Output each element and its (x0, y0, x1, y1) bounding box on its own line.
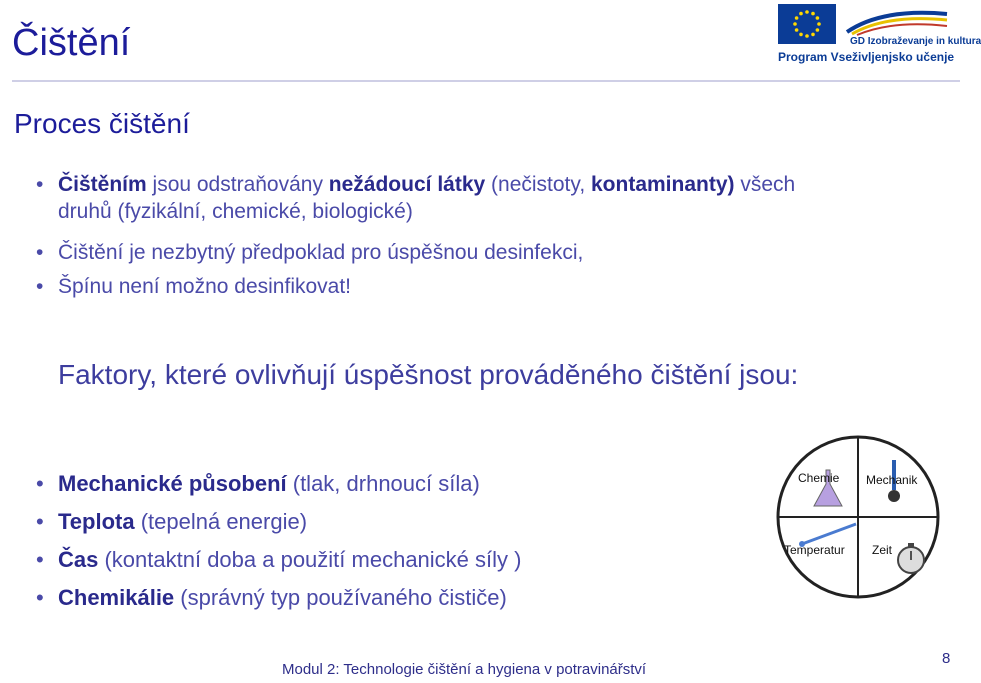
bold-text: nežádoucí látky (328, 173, 486, 196)
chemie-label: Chemie (798, 471, 840, 485)
list-item (20, 508, 760, 535)
text: (kontaktní doba a použití mechanické síly ) (98, 547, 522, 572)
list-item: • Špínu není možno desinfikovat! (20, 273, 820, 300)
cleaning-process-list (20, 171, 820, 314)
list-item (20, 584, 760, 611)
bold-text: kontaminanty) (591, 173, 735, 196)
text: (nečistoty, (485, 173, 591, 196)
text: jsou odstraňovány (146, 173, 329, 196)
zeit-label: Zeit (872, 543, 893, 557)
title-divider (12, 80, 960, 82)
section-subtitle: Proces čištění (14, 108, 190, 139)
text: (tepelná energie) (134, 509, 308, 534)
slide-title: Čištění (12, 22, 131, 64)
page-number: 8 (942, 650, 951, 667)
swoosh-icon (842, 8, 952, 36)
factors-list (20, 470, 760, 622)
bold-text: Teplota (58, 509, 135, 534)
bold-text: Mechanické působení (58, 471, 287, 496)
logo-program-text: Program Vseživljenjsko učenje (778, 50, 955, 64)
list-item: • Čištění je nezbytný předpoklad pro úspěšnou desinfekci, (20, 239, 820, 266)
factors-heading: Faktory, které ovlivňují úspěšnost prováděného čištění jsou: (58, 359, 799, 390)
bold-text: Čištěním (58, 173, 147, 196)
logo-org-text: GD Izobraževanje in kultura (850, 36, 981, 47)
bold-text: Čas (58, 547, 99, 572)
list-item (20, 470, 760, 497)
bold-text: Chemikálie (58, 585, 175, 610)
eu-flag-icon (778, 4, 836, 44)
list-item (20, 171, 820, 225)
text: všech druhů (fyzikální, chemické, biologické) (58, 173, 796, 223)
list-item (20, 546, 760, 573)
sinner-circle-diagram (770, 432, 950, 602)
text: (tlak, drhnoucí síla) (286, 471, 480, 496)
eu-program-logo (778, 4, 981, 66)
mechanik-label: Mechanik (866, 473, 918, 487)
footer-text: Modul 2: Technologie čištění a hygiena v potravinářství (282, 661, 647, 678)
temperatur-label: Temperatur (784, 543, 845, 557)
text: (správný typ používaného čističe) (174, 585, 507, 610)
